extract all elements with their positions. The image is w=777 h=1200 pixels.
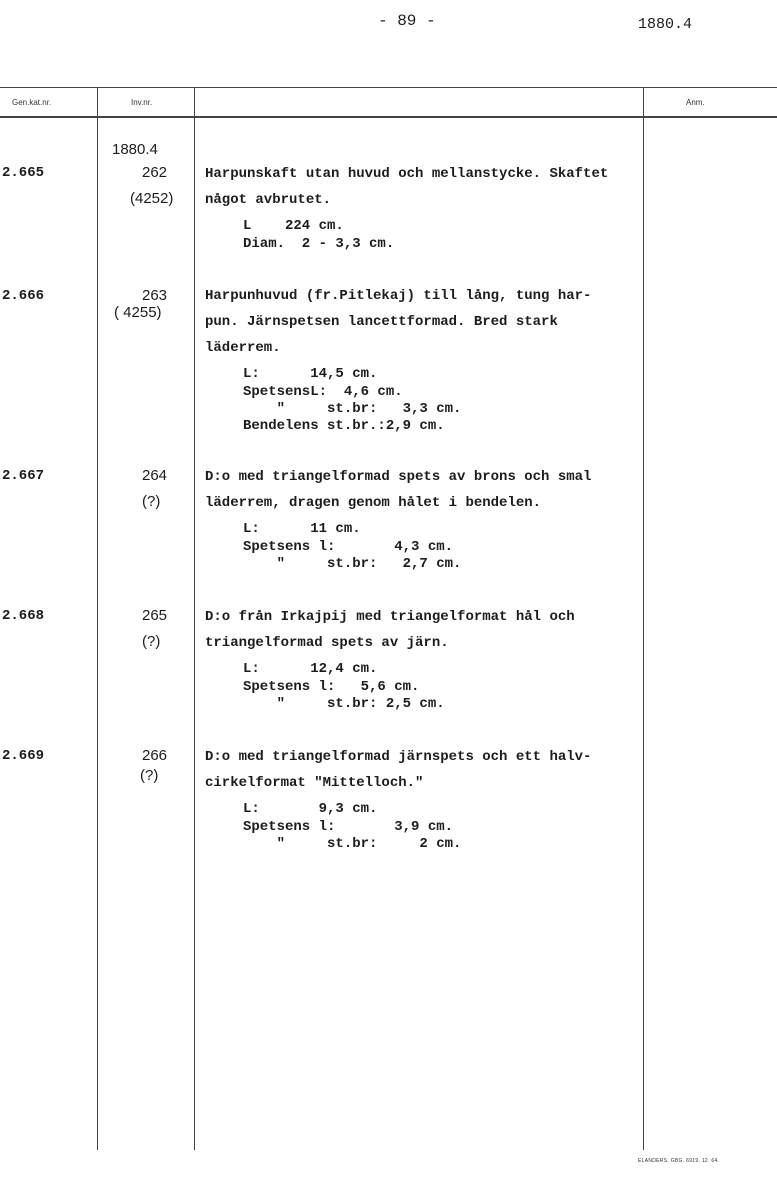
inv-sub: (?) — [142, 633, 161, 650]
measurement: Bendelens st.br.:2,9 cm. — [243, 418, 445, 434]
inv-sub: ( 4255) — [114, 304, 162, 321]
header-top-rule — [0, 87, 777, 88]
inv-number: 265 — [142, 607, 168, 624]
measurement: " st.br: 2,7 cm. — [243, 556, 462, 572]
gen-number: 2.666 — [2, 288, 45, 304]
entry-description: cirkelformat "Mittelloch." — [205, 775, 424, 791]
measurement: SpetsensL: 4,6 cm. — [243, 384, 403, 400]
gen-number: 2.667 — [2, 468, 45, 484]
measurement: L 224 cm. — [243, 218, 344, 234]
page-reference: 1880.4 — [638, 16, 693, 33]
gen-number: 2.669 — [2, 748, 45, 764]
measurement: L: 14,5 cm. — [243, 366, 378, 382]
measurement: " st.br: 2,5 cm. — [243, 696, 445, 712]
printer-imprint: ELANDERS. GBG. 6919. 12. 64. — [638, 1158, 720, 1164]
inv-number: 264 — [142, 467, 168, 484]
header-bottom-rule — [0, 116, 777, 118]
entry-description: D:o från Irkajpij med triangelformat hål och — [205, 609, 575, 625]
inv-number: 262 — [142, 164, 168, 181]
measurement: " st.br: 2 cm. — [243, 836, 462, 852]
measurement: Diam. 2 - 3,3 cm. — [243, 236, 395, 252]
measurement: Spetsens l: 3,9 cm. — [243, 819, 454, 835]
measurement: L: 12,4 cm. — [243, 661, 378, 677]
column-header-inv: Inv.nr. — [131, 98, 153, 107]
entry-description: triangelformad spets av järn. — [205, 635, 449, 651]
measurement: L: 9,3 cm. — [243, 801, 378, 817]
group-label: 1880.4 — [112, 141, 158, 158]
measurement: Spetsens l: 5,6 cm. — [243, 679, 420, 695]
inv-sub: (?) — [140, 767, 159, 784]
inv-number: 266 — [142, 747, 168, 764]
entry-description: D:o med triangelformad järnspets och ett halv- — [205, 749, 592, 765]
measurement: L: 11 cm. — [243, 521, 361, 537]
entry-description: läderrem, dragen genom hålet i bendelen. — [205, 495, 542, 511]
measurement: Spetsens l: 4,3 cm. — [243, 539, 454, 555]
inv-number: 263 — [142, 287, 168, 304]
column-divider-anm — [643, 87, 644, 1150]
column-header-gen: Gen.kat.nr. — [12, 98, 52, 107]
measurement: " st.br: 3,3 cm. — [243, 401, 462, 417]
entry-description: läderrem. — [205, 340, 281, 356]
gen-number: 2.665 — [2, 165, 45, 181]
entry-description: något avbrutet. — [205, 192, 332, 208]
column-divider-inv — [194, 87, 195, 1150]
gen-number: 2.668 — [2, 608, 45, 624]
inv-sub: (?) — [142, 493, 161, 510]
entry-description: D:o med triangelformad spets av brons och smal — [205, 469, 592, 485]
column-header-anm: Anm. — [686, 98, 705, 107]
page-number: - 89 - — [378, 12, 436, 30]
column-divider-gen — [97, 87, 98, 1150]
inv-sub: (4252) — [130, 190, 174, 207]
entry-description: Harpunskaft utan huvud och mellanstycke. Skaftet — [205, 166, 609, 182]
entry-description: Harpunhuvud (fr.Pitlekaj) till lång, tung har- — [205, 288, 592, 304]
entry-description: pun. Järnspetsen lancettformad. Bred stark — [205, 314, 558, 330]
